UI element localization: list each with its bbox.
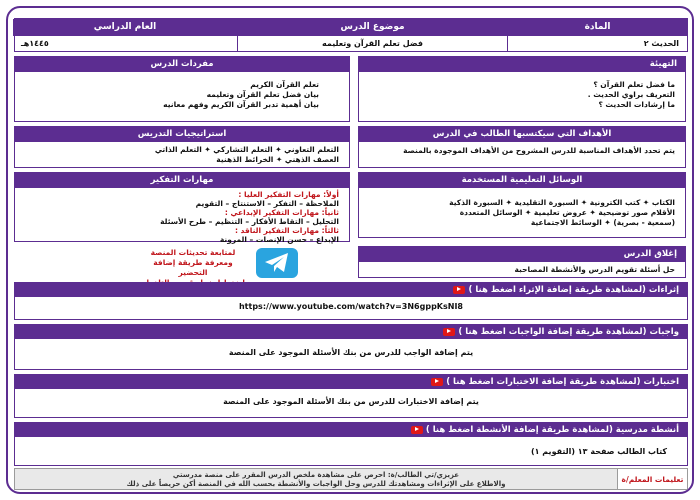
thinking-heading: ثالثاً: مهارات التفكير الناقد :: [234, 226, 339, 235]
thinking-box: [14, 172, 350, 242]
strategies-line: التعلم التعاوني ✦ التعلم التشاركي ✦ التعلم الذاتي: [154, 145, 339, 154]
youtube-icon[interactable]: [443, 328, 455, 336]
closing-text: حل أسئلة تقويم الدرس والأنشطة المصاحبة: [514, 265, 675, 274]
thinking-skills: التحليل – التقاط الأفكار – التنظيم – طرح الأسئلة: [160, 217, 339, 226]
goals-title: الأهداف التي سيكتسبها الطالب في الدرس: [359, 127, 685, 142]
subject-column: [507, 19, 687, 51]
vocab-line: بيان أهمية تدبر القرآن الكريم وفهم معانيه: [163, 100, 319, 109]
tools-title: الوسائل التعليمية المستخدمة: [359, 173, 685, 188]
enrich-title[interactable]: إثراءات (لمشاهدة طريقة إضافة الإثراء اضغط هنا ): [468, 285, 679, 295]
vocab-title: مفردات الدرس: [15, 57, 349, 72]
youtube-icon[interactable]: [453, 286, 465, 294]
enrich-url[interactable]: https://www.youtube.com/watch?v=3N6gppKsNI8: [238, 302, 463, 311]
tools-line: الأقلام صور توضيحية ✦ عروض تعليمية ✦ الوسائل المتعددة: [459, 208, 675, 217]
goals-box: [358, 126, 686, 168]
activities-header[interactable]: [15, 423, 687, 437]
instructions-line: عزيزي/تي الطالب/ة: احرص على مشاهدة ملخص الدرس المقرر على منصة مدرستي: [172, 471, 460, 479]
intro-line: التعريف براوي الحديث .: [587, 90, 675, 99]
subject-label: المادة: [508, 19, 687, 36]
subject-value: الحديث ٢: [643, 39, 679, 48]
telegram-promo-line: لمتابعة تحديثات المنصة: [150, 248, 236, 257]
vocab-line: تعلم القرآن الكريم: [250, 80, 319, 89]
tools-line: (سمعية - بصرية) ✦ الوسائط الاجتماعية: [530, 218, 675, 227]
instructions-label: تعليمات المعلم/ة: [617, 469, 687, 489]
homework-text: يتم إضافة الواجب للدرس من بنك الأسئلة الموجود على المنصة: [228, 348, 474, 357]
homework-section: [14, 324, 688, 370]
intro-line: ما فضل تعلم القرآن ؟: [593, 80, 675, 89]
thinking-skills: الملاحظة – التفكر – الاستنتاج – التقويم: [195, 199, 339, 208]
intro-line: ما إرشادات الحديث ؟: [598, 100, 675, 109]
instructions-line: والاطلاع على الإثراءات ومشاهدتك للدرس وحل الواجبات والأنشطة بحسب الله في المنصة أكن حريصاً على ذلك: [126, 480, 506, 488]
activities-section: [14, 422, 688, 466]
activities-text: كتاب الطالب صفحة ١٣ (التقويم ١): [530, 447, 667, 456]
intro-title: التهيئة: [359, 57, 685, 72]
intro-box: [358, 56, 686, 122]
tests-text: يتم إضافة الاختبارات للدرس من بنك الأسئلة الموجود على المنصة: [223, 397, 479, 406]
strategies-title: استراتيجيات التدريس: [15, 127, 349, 142]
telegram-promo-line: ومعرفة طريقة إضافة التحضير: [153, 258, 233, 277]
goals-text: يتم تحدد الأهداف المناسبة للدرس المشروح من الأهداف الموجودة بالمنصة: [403, 146, 675, 155]
thinking-heading: أولاً: مهارات التفكير العليا :: [238, 190, 339, 199]
teacher-instructions: [14, 468, 688, 490]
closing-title: إغلاق الدرس: [359, 247, 685, 262]
instructions-text: [21, 471, 611, 489]
thinking-skills: الإبداع – حسن الإنصات – المرونة: [219, 235, 339, 244]
tests-header[interactable]: [15, 375, 687, 389]
tools-line: الكتاب ✦ كتب الكترونية ✦ السبورة التقليدية ✦ السبورة الذكية: [449, 198, 675, 207]
enrich-header[interactable]: [15, 283, 687, 297]
topic-label: موضوع الدرس: [238, 19, 507, 36]
strategies-line: العصف الذهني ✦ الخرائط الذهنية: [216, 155, 339, 164]
topic-value: فضل تعلم القرآن وتعليمه: [322, 39, 423, 48]
vocab-box: [14, 56, 350, 122]
year-value: ١٤٤٥هـ: [21, 39, 49, 48]
telegram-icon[interactable]: [256, 248, 298, 278]
thinking-title: مهارات التفكير: [15, 173, 349, 188]
lesson-header: [14, 18, 688, 52]
tools-body: [359, 188, 685, 231]
topic-column: [237, 19, 507, 51]
telegram-plane-icon: [264, 252, 290, 274]
vocab-line: بيان فضل تعلم القرآن وتعليمه: [206, 90, 319, 99]
homework-header[interactable]: [15, 325, 687, 339]
thinking-heading: ثانياً: مهارات التفكير الإبداعي :: [224, 208, 339, 217]
tests-section: [14, 374, 688, 418]
strategies-box: [14, 126, 350, 168]
enrich-section: [14, 282, 688, 320]
youtube-icon[interactable]: [411, 426, 423, 434]
closing-box: [358, 246, 686, 278]
intro-body: [359, 72, 685, 113]
year-column: [13, 19, 237, 51]
activities-title[interactable]: أنشطة مدرسية (لمشاهدة طريقة إضافة الأنشطة اضغط هنا ): [425, 425, 679, 435]
lesson-plan-page: [6, 6, 694, 494]
vocab-body: [15, 72, 349, 113]
strategies-body: [15, 142, 349, 168]
homework-title[interactable]: واجبات (لمشاهدة طريقة إضافة الواجبات اضغط هنا ): [458, 327, 679, 337]
thinking-body: [15, 188, 349, 247]
year-label: العام الدراسي: [13, 19, 237, 36]
tools-box: [358, 172, 686, 238]
youtube-icon[interactable]: [431, 378, 443, 386]
tests-title[interactable]: اختبارات (لمشاهدة طريقة إضافة الاختبارات اضغط هنا ): [446, 377, 679, 387]
